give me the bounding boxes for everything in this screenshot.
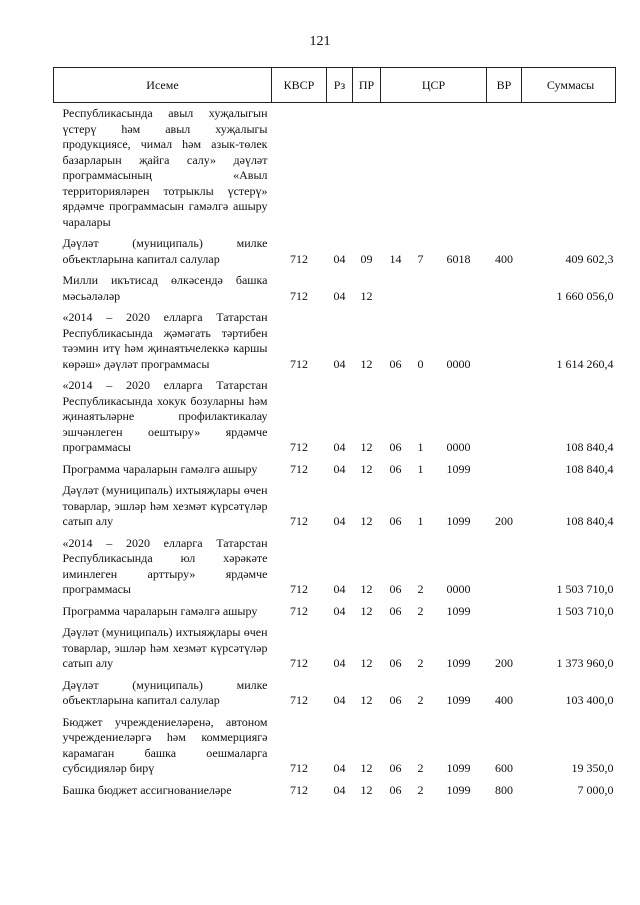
row-rz: 04 (333, 782, 346, 797)
row-sum: 1 614 260,4 (556, 356, 614, 371)
row-csr-part2: 7 (417, 251, 424, 266)
row-csr-part1: 06 (389, 582, 402, 596)
row-csr-part3: 1099 (446, 782, 471, 797)
row-csr-part1: 06 (389, 761, 402, 775)
table-row (54, 270, 616, 307)
row-csr-part3: 1099 (446, 693, 471, 707)
row-csr-part1 (381, 103, 411, 234)
row-sum: 108 840,4 (565, 514, 614, 528)
row-vr: 800 (495, 782, 514, 797)
table-row (54, 375, 616, 459)
row-csr-part3 (431, 270, 487, 307)
row-vr (487, 601, 522, 623)
row-vr (487, 307, 522, 375)
row-name: Программа чараларын гамәлгә ашыру (62, 603, 258, 618)
row-csr-part3: 1099 (446, 461, 471, 476)
row-sum: 103 400,0 (565, 693, 614, 707)
row-pr: 12 (360, 288, 373, 303)
row-csr-part1: 06 (389, 656, 402, 670)
row-vr: 600 (495, 761, 514, 775)
table-row (54, 103, 616, 234)
row-csr-part2: 1 (417, 461, 424, 476)
row-pr: 12 (360, 656, 373, 670)
row-csr-part3: 0000 (446, 356, 471, 371)
row-vr: 400 (495, 693, 514, 707)
row-sum: 108 840,4 (565, 440, 614, 454)
row-sum (522, 103, 616, 234)
row-pr: 12 (360, 582, 373, 596)
table-row (54, 622, 616, 675)
row-name: Дәүләт (муниципаль) милке объектларына капитал салулар (62, 236, 268, 266)
row-csr-part3: 6018 (446, 251, 471, 266)
row-name: Дәүләт (муниципаль) милке объектларына капитал салулар (62, 677, 268, 707)
row-rz: 04 (333, 761, 346, 775)
row-pr: 12 (360, 356, 373, 371)
row-csr-part3: 1099 (446, 514, 471, 528)
row-kvsr: 712 (290, 514, 308, 528)
budget-table (53, 67, 616, 801)
row-pr: 12 (360, 693, 373, 707)
row-csr-part3: 0000 (446, 582, 471, 596)
row-kvsr: 712 (290, 603, 308, 618)
row-sum: 7 000,0 (577, 782, 614, 797)
row-name: Милли икътисад өлкәсендә башка мәсьәләләр (62, 273, 268, 303)
table-row (54, 233, 616, 270)
row-vr: 400 (495, 251, 514, 266)
table-row (54, 533, 616, 601)
row-csr-part1: 06 (389, 440, 402, 454)
row-name: Бюджет учреждениеләренә, автоном учреждениеләргә һәм коммерциягә карамаган башка оешмаларга субсидияләр бирү (62, 714, 268, 775)
row-csr-part2 (411, 270, 431, 307)
row-name: «2014 – 2020 елларга Татарстан Республикасында юл хәрәкәте иминлеген арттыру» ярдәмче программасы (62, 535, 268, 596)
row-kvsr: 712 (290, 582, 308, 596)
page-number: 121 (309, 34, 331, 49)
table-row (54, 307, 616, 375)
header-sum: Суммасы (522, 68, 616, 103)
row-name: Дәүләт (муниципаль) ихтыяҗлары өчен товарлар, эшләр һәм хезмәт күрсәтүләр сатып алу (62, 483, 268, 528)
header-pr: ПР (353, 68, 381, 103)
row-csr-part2: 2 (417, 603, 424, 618)
row-sum: 19 350,0 (571, 761, 614, 775)
row-pr: 12 (360, 461, 373, 476)
row-csr-part1: 06 (389, 356, 402, 371)
row-sum: 409 602,3 (565, 251, 614, 266)
header-csr: ЦСР (381, 68, 487, 103)
row-kvsr: 712 (290, 288, 308, 303)
row-pr: 12 (360, 514, 373, 528)
row-kvsr (272, 103, 327, 234)
row-vr: 200 (495, 656, 514, 670)
row-csr-part3: 1099 (446, 603, 471, 618)
row-pr: 12 (360, 782, 373, 797)
row-pr (353, 103, 381, 234)
row-csr-part1: 06 (389, 693, 402, 707)
row-rz: 04 (333, 582, 346, 596)
row-name: «2014 – 2020 елларга Татарстан Республикасында җәмәгать тәртибен тәэмин итү һәм җинаятьчелеккә каршы көрәш» дәүләт программасы (62, 310, 268, 371)
row-pr: 09 (360, 251, 373, 266)
row-csr-part2: 0 (417, 356, 424, 371)
row-csr-part3: 1099 (446, 656, 471, 670)
row-sum: 108 840,4 (565, 461, 614, 476)
row-csr-part2: 2 (417, 656, 424, 670)
row-csr-part2: 2 (417, 761, 424, 775)
header-vr: ВР (487, 68, 522, 103)
row-csr-part1: 06 (389, 514, 402, 528)
row-name: «2014 – 2020 елларга Татарстан Республикасында хокук бозуларны һәм җинаятьләрне профилактикалау эшчәнлеген оештыру» ярдәмче программасы (62, 378, 268, 454)
row-pr: 12 (360, 761, 373, 775)
row-kvsr: 712 (290, 656, 308, 670)
row-kvsr: 712 (290, 251, 308, 266)
row-rz: 04 (333, 693, 346, 707)
header-rz: Рз (327, 68, 353, 103)
row-name: Программа чараларын гамәлгә ашыру (62, 461, 258, 476)
row-vr (487, 103, 522, 234)
row-sum: 1 503 710,0 (556, 603, 614, 618)
table-row (54, 459, 616, 481)
table-row (54, 601, 616, 623)
row-csr-part2: 2 (417, 782, 424, 797)
row-vr: 200 (495, 514, 514, 528)
row-rz: 04 (333, 656, 346, 670)
row-kvsr: 712 (290, 761, 308, 775)
row-vr (487, 533, 522, 601)
row-rz: 04 (333, 356, 346, 371)
row-csr-part2: 2 (417, 582, 424, 596)
row-csr-part3: 1099 (446, 761, 471, 775)
row-sum: 1 503 710,0 (556, 582, 614, 596)
row-name: Башка бюджет ассигнованиеләре (62, 782, 232, 797)
header-name: Исеме (54, 68, 272, 103)
row-vr (487, 459, 522, 481)
row-pr: 12 (360, 440, 373, 454)
row-csr-part3 (431, 103, 487, 234)
row-rz: 04 (333, 251, 346, 266)
row-kvsr: 712 (290, 693, 308, 707)
row-kvsr: 712 (290, 356, 308, 371)
table-row (54, 712, 616, 780)
row-pr: 12 (360, 603, 373, 618)
row-csr-part2 (411, 103, 431, 234)
row-csr-part1: 14 (389, 251, 402, 266)
row-csr-part2: 1 (417, 440, 424, 454)
row-name: Дәүләт (муниципаль) ихтыяҗлары өчен товарлар, эшләр һәм хезмәт күрсәтүләр сатып алу (62, 625, 268, 670)
row-rz: 04 (333, 288, 346, 303)
row-vr (487, 375, 522, 459)
row-rz: 04 (333, 440, 346, 454)
row-name: Республикасында авыл хуҗалыгын үстерү һәм авыл хуҗалыгы продукциясе, чимал һәм азык-төлек базарларын җайга салу» дәүләт программасының «Авыл территорияләрен тотрыклы үстерү» ярдәмче программасын гамәлгә ашыру чаралары (62, 106, 268, 229)
table-row (54, 675, 616, 712)
row-sum: 1 373 960,0 (556, 656, 614, 670)
row-csr-part2: 2 (417, 693, 424, 707)
row-rz: 04 (333, 603, 346, 618)
row-csr-part2: 1 (417, 514, 424, 528)
header-kvsr: КВСР (272, 68, 327, 103)
row-kvsr: 712 (290, 440, 308, 454)
table-row (54, 480, 616, 533)
row-csr-part1 (381, 270, 411, 307)
row-rz (327, 103, 353, 234)
row-vr (487, 270, 522, 307)
row-kvsr: 712 (290, 782, 308, 797)
row-rz: 04 (333, 461, 346, 476)
table-body (54, 103, 616, 802)
row-rz: 04 (333, 514, 346, 528)
row-csr-part1: 06 (389, 782, 402, 797)
table-row (54, 780, 616, 802)
row-sum: 1 660 056,0 (556, 288, 614, 303)
row-csr-part1: 06 (389, 461, 402, 476)
row-csr-part3: 0000 (446, 440, 471, 454)
row-kvsr: 712 (290, 461, 308, 476)
table-header (54, 68, 616, 103)
row-csr-part1: 06 (389, 603, 402, 618)
